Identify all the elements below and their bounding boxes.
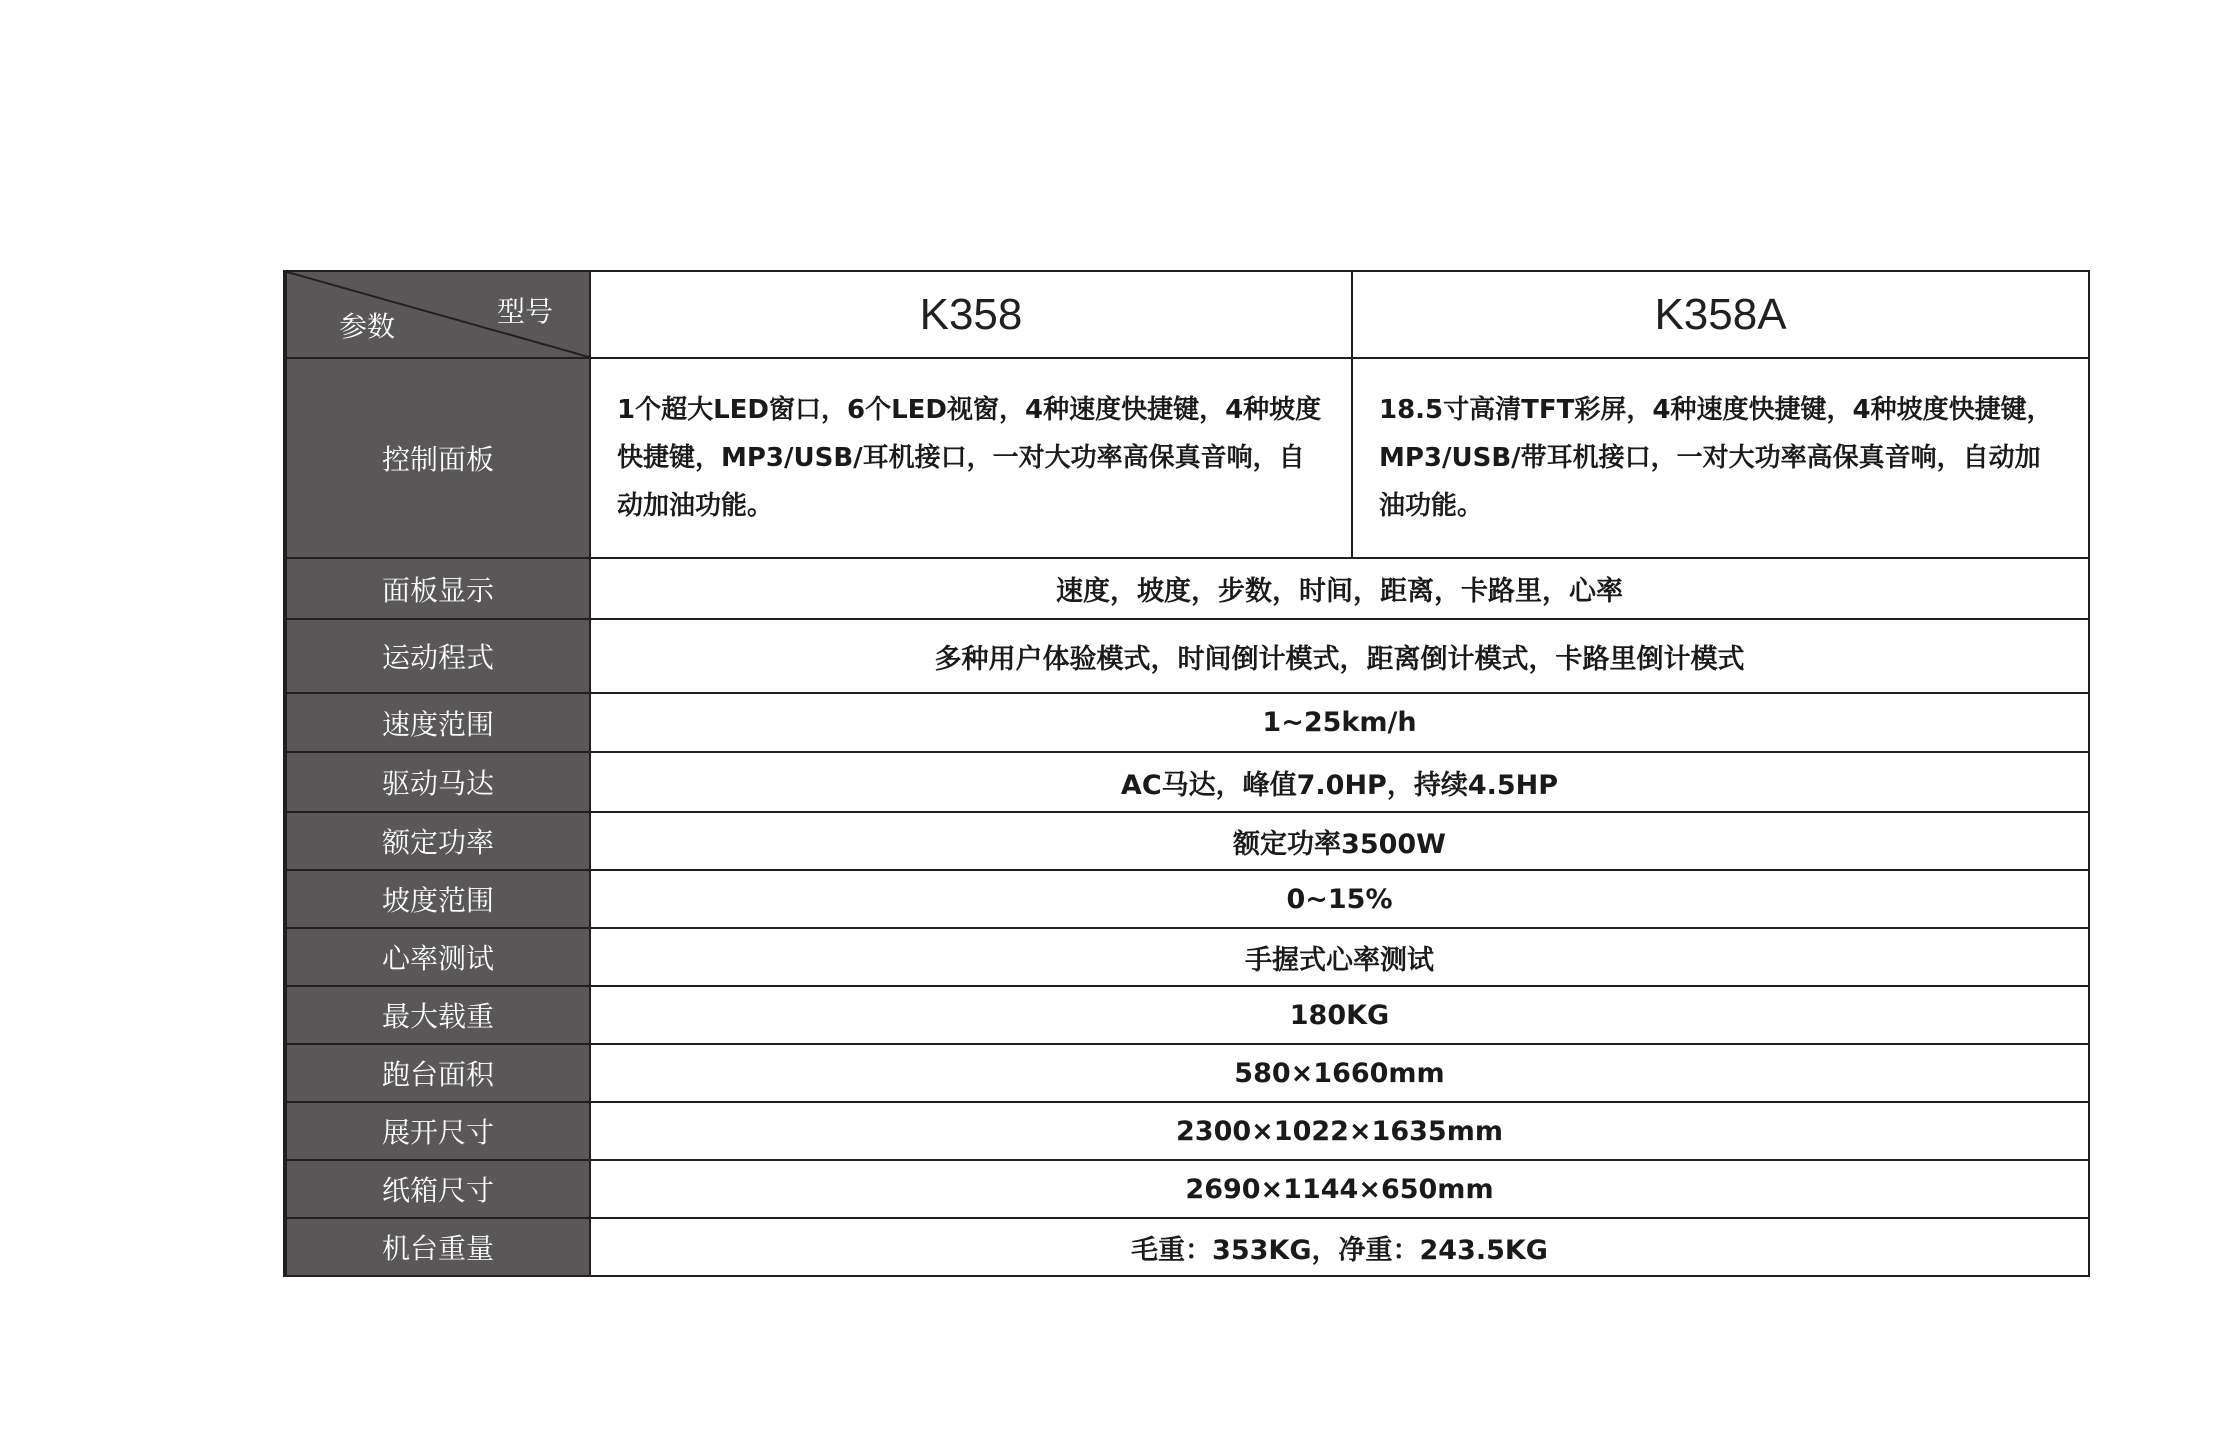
row-value: 580×1660mm — [590, 1044, 2089, 1102]
control-panel-row — [285, 358, 2089, 558]
table-row — [285, 619, 2089, 693]
table-row — [285, 1102, 2089, 1160]
table-row — [285, 752, 2089, 812]
row-label: 跑台面积 — [285, 1044, 590, 1102]
header-row — [285, 271, 2089, 358]
row-value: 180KG — [590, 986, 2089, 1044]
row-label: 机台重量 — [285, 1218, 590, 1276]
row-label: 坡度范围 — [285, 870, 590, 928]
model-k358-header: K358 — [590, 271, 1352, 358]
row-label: 速度范围 — [285, 693, 590, 752]
control-panel-k358: 1个超大LED窗口，6个LED视窗，4种速度快捷键，4种坡度快捷键，MP3/USB/耳机接口，一对大功率高保真音响，自动加油功能。 — [590, 358, 1352, 558]
row-label: 运动程式 — [285, 619, 590, 693]
row-value: 毛重：353KG，净重：243.5KG — [590, 1218, 2089, 1276]
control-panel-label: 控制面板 — [285, 358, 590, 558]
row-label: 额定功率 — [285, 812, 590, 870]
table-row — [285, 693, 2089, 752]
row-value: 额定功率3500W — [590, 812, 2089, 870]
row-label: 最大载重 — [285, 986, 590, 1044]
row-value: AC马达，峰值7.0HP，持续4.5HP — [590, 752, 2089, 812]
table-row — [285, 1044, 2089, 1102]
row-label: 展开尺寸 — [285, 1102, 590, 1160]
table-row — [285, 1218, 2089, 1276]
table-row — [285, 1160, 2089, 1218]
row-value: 速度，坡度，步数，时间，距离，卡路里，心率 — [590, 558, 2089, 619]
table-row — [285, 558, 2089, 619]
table-row — [285, 812, 2089, 870]
corner-param-label: 参数 — [339, 310, 396, 343]
row-value: 2300×1022×1635mm — [590, 1102, 2089, 1160]
spec-table — [283, 270, 2090, 1277]
table-row — [285, 986, 2089, 1044]
corner-header-cell — [285, 271, 590, 358]
row-label: 纸箱尺寸 — [285, 1160, 590, 1218]
row-label: 心率测试 — [285, 928, 590, 986]
row-value: 2690×1144×650mm — [590, 1160, 2089, 1218]
row-value: 1~25km/h — [590, 693, 2089, 752]
table-row — [285, 870, 2089, 928]
row-label: 驱动马达 — [285, 752, 590, 812]
corner-model-label: 型号 — [496, 295, 553, 328]
model-k358a-header: K358A — [1352, 271, 2089, 358]
table-row — [285, 928, 2089, 986]
control-panel-k358a: 18.5寸高清TFT彩屏，4种速度快捷键，4种坡度快捷键，MP3/USB/带耳机接口，一对大功率高保真音响，自动加油功能。 — [1352, 358, 2089, 558]
row-value: 多种用户体验模式，时间倒计模式，距离倒计模式，卡路里倒计模式 — [590, 619, 2089, 693]
row-value: 手握式心率测试 — [590, 928, 2089, 986]
row-label: 面板显示 — [285, 558, 590, 619]
row-value: 0~15% — [590, 870, 2089, 928]
